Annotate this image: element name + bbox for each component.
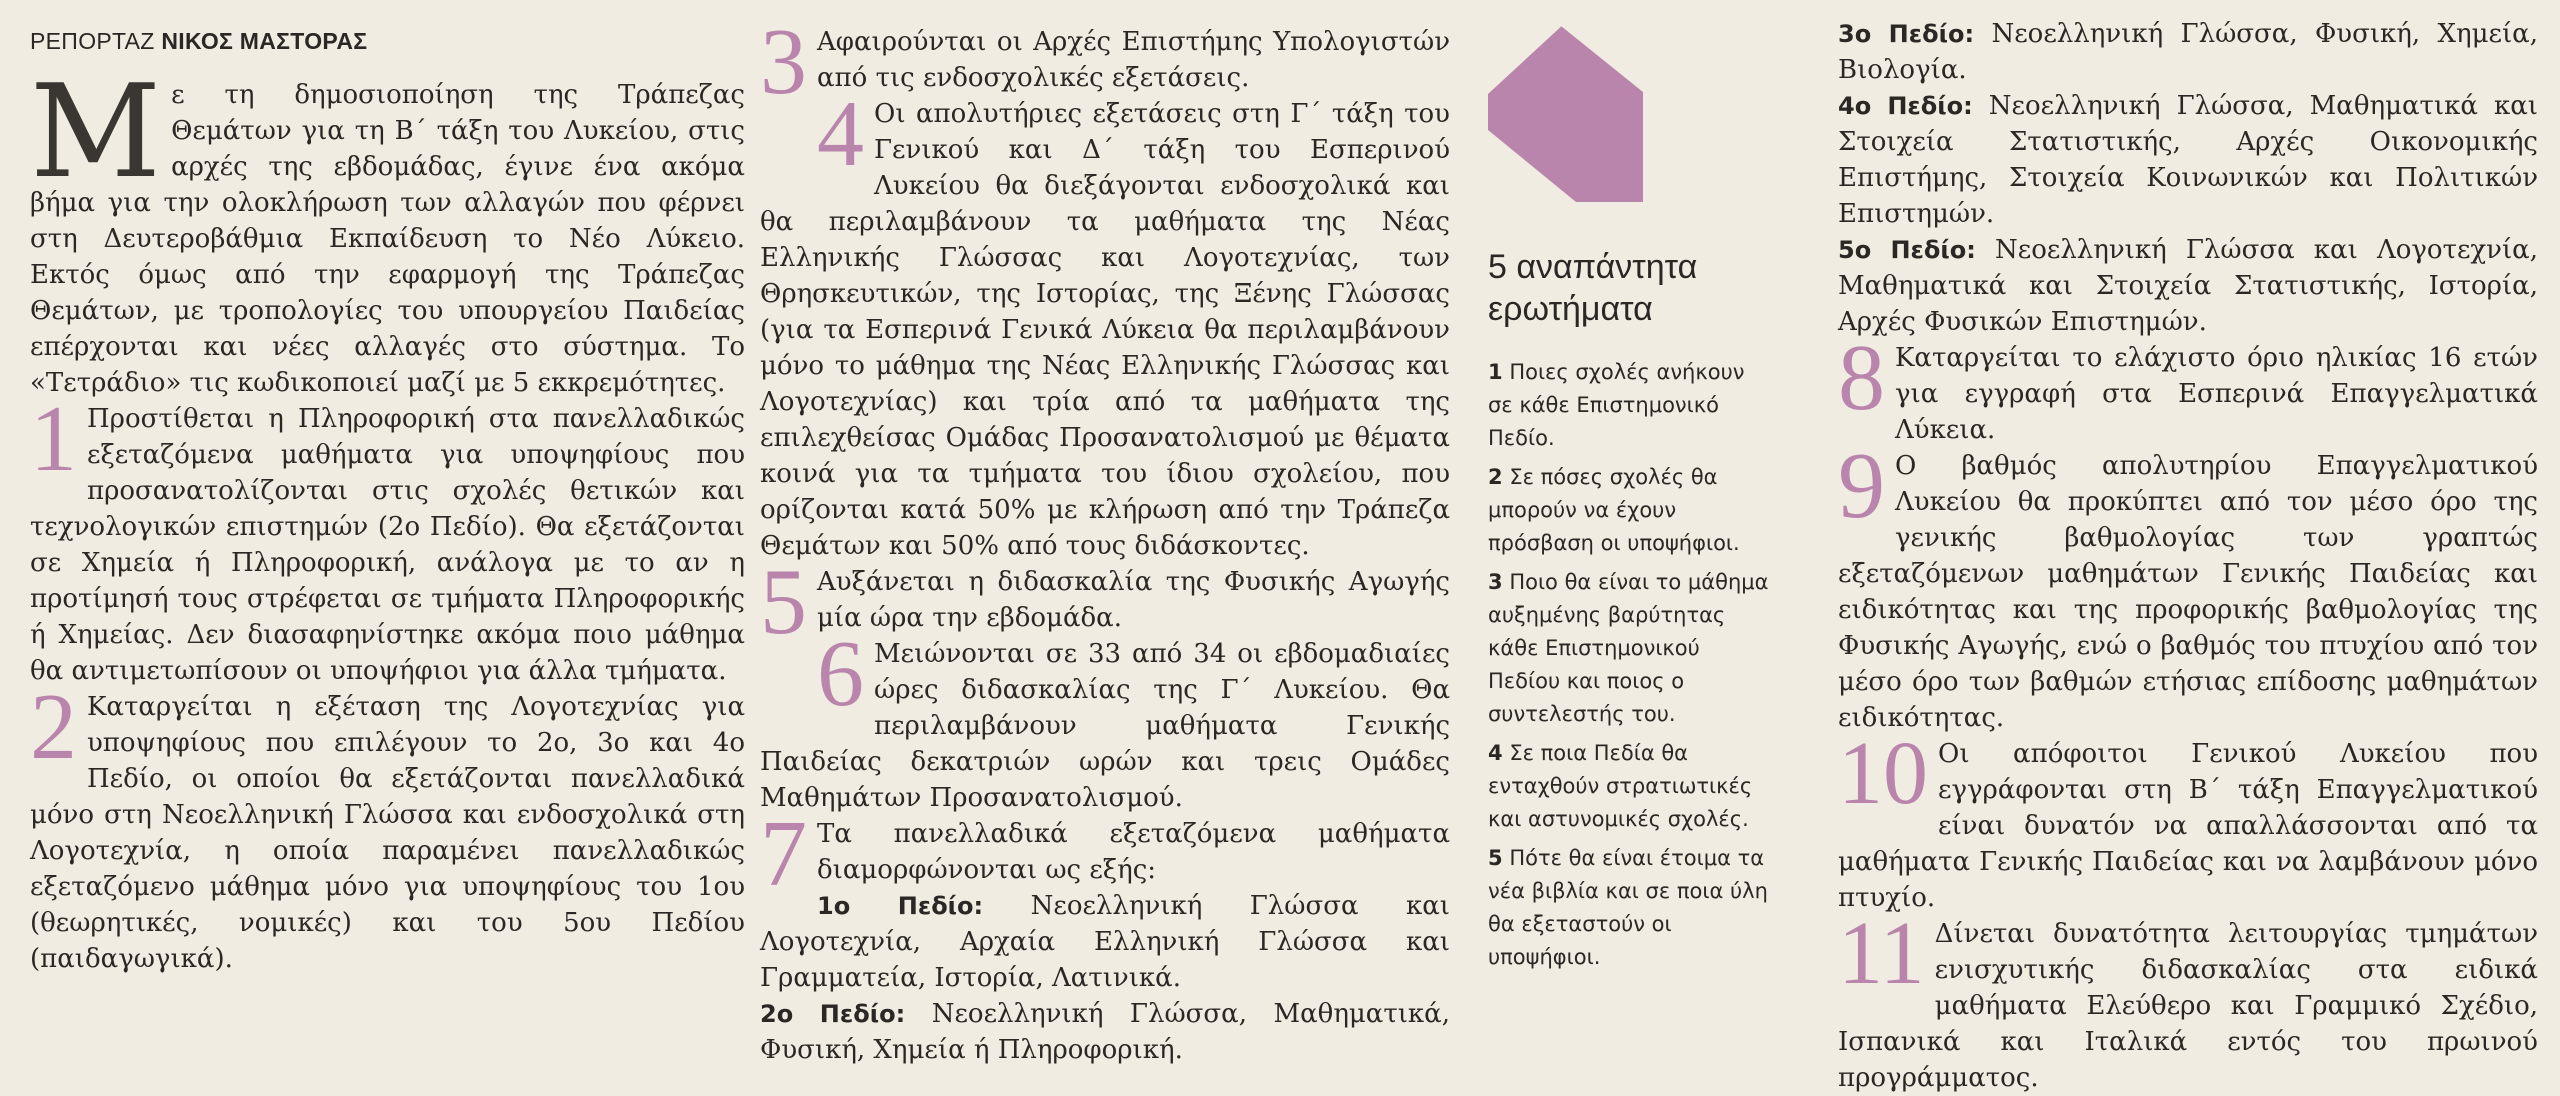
- lead-text: ε τη δημοσιοποίηση της Τράπεζας Θεμάτων για τη Β΄ τάξη του Λυκείου, στις αρχές της εβδομάδας, έγινε ένα ακόμα βήμα για την ολοκλήρωση των αλλαγών που φέρνει στη Δευτεροβάθμια Εκπαίδευση το Νέο Λύκειο. Εκτός όμως από την εφαρμογή της Τράπεζας Θεμάτων, με τροπολογίες του υπουργείου Παιδείας επέρχονται και νέες αλλαγές στο σύστημα. Το «Τετράδιο» τις κωδικοποιεί μαζί με 5 εκκρεμότητες.: [30, 80, 745, 398]
- item-number: 8: [1838, 326, 1885, 430]
- item-text: Προστίθεται η Πληροφορική στα πανελλαδικώς εξεταζόμενα μαθήματα για υποψηφίους που προσανατολίζονται στις σχολές θετικών και τεχνολογικών επιστημών (2ο Πεδίο). Θα εξετάζονται σε Χημεία ή Πληροφορική, ανάλογα με το αν η προτίμησή τους στρέφεται σε τμήματα Πληροφορικής ή Χημείας. Δεν διασαφηνίστηκε ακόμα ποιο μάθημα θα αντιμετωπίσουν οι υποψήφιοι για άλλα τμήματα.: [30, 404, 745, 686]
- column-2: [760, 10, 1451, 1068]
- question-number: 1: [1488, 360, 1503, 384]
- item-text: Μειώνονται σε 33 από 34 οι εβδομαδιαίες ώρες διδασκαλίας της Γ΄ Λυκείου. Θα περιλαμβάνουν μαθήματα Γενικής Παιδείας δεκατριών ωρών και τρεις Ομάδες Μαθημάτων Προσανατολισμού.: [760, 639, 1450, 813]
- field-label: 3ο Πεδίο:: [1838, 20, 1975, 48]
- change-item-1: [30, 387, 745, 689]
- question-text: Ποιο θα είναι το μάθημα αυξημένης βαρύτητας κάθε Επιστημονικού Πεδίου και ποιος ο συντελεστής του.: [1488, 570, 1769, 726]
- sidebar-heading: [1488, 246, 1773, 330]
- sidebar-unanswered: [1488, 246, 1773, 980]
- item-text: Δίνεται δυνατότητα λειτουργίας τμημάτων ενισχυτικής διδασκαλίας στα ειδικά μαθήματα Ελεύθερο και Γραμμικό Σχέδιο, Ισπανικά και Ιταλικά εντός του πρωινού προγράμματος.: [1838, 919, 2538, 1093]
- sidebar-heading-line-1: 5 αναπάντητα: [1488, 248, 1698, 286]
- byline-author: ΝΙΚΟΣ ΜΑΣΤΟΡΑΣ: [161, 28, 368, 54]
- lead-paragraph: [30, 58, 745, 401]
- item-number: 1: [30, 387, 77, 491]
- item-number: 2: [30, 675, 77, 779]
- question-number: 2: [1488, 465, 1503, 489]
- field-subjects: Νεοελληνική Γλώσσα και Λογοτεχνία, Μαθηματικά και Στοιχεία Στατιστικής, Ιστορία, Αρχές Φυσικών Επιστημών.: [1838, 235, 2539, 337]
- change-item-8: [1838, 326, 2538, 448]
- exam-field-1: [760, 888, 1450, 996]
- item-text: Τα πανελλαδικά εξεταζόμενα μαθήματα διαμορφώνονται ως εξής:: [817, 819, 1450, 885]
- item-number: 5: [760, 550, 807, 654]
- item-text: Αυξάνεται η διδασκαλία της Φυσικής Αγωγής μία ώρα την εβδομάδα.: [817, 567, 1450, 633]
- field-subjects: Νεοελληνική Γλώσσα, Μαθηματικά και Στοιχεία Στατιστικής, Αρχές Οικονομικής Επιστήμης, Στοιχεία Κοινωνικών και Πολιτικών Επιστημών.: [1838, 91, 2538, 229]
- column-4: [1838, 16, 2538, 1096]
- question-1: [1488, 356, 1773, 455]
- byline: [30, 28, 745, 55]
- change-item-6: [760, 622, 1450, 816]
- item-text: Οι απολυτήριες εξετάσεις στη Γ΄ τάξη του Γενικού και Δ΄ τάξη του Εσπερινού Λυκείου θα διεξάγονται ενδοσχολικά και θα περιλαμβάνουν τα μαθήματα της Νέας Ελληνικής Γλώσσας και Λογοτεχνίας, των Θρησκευτικών, της Ιστορίας, της Ξένης Γλώσσας (για τα Εσπερινά Γενικά Λύκεια θα περιλαμβάνουν μόνο το μάθημα της Νέας Ελληνικής Γλώσσας και Λογοτεχνίας) και τρία από τα μαθήματα της επιλεχθείσας Ομάδας Προσανατολισμού με θέματα κοινά για τα τμήματα του ίδιου σχολείου, που ορίζονται κατά 50% με κλήρωση από την Τράπεζα Θεμάτων και 50% από τους διδάσκοντες.: [760, 99, 1450, 561]
- drop-cap: M: [30, 58, 162, 207]
- question-text: Σε ποια Πεδία θα ενταχθούν στρατιωτικές και αστυνομικές σχολές.: [1488, 741, 1753, 831]
- item-number: 10: [1838, 724, 1928, 823]
- field-subjects: Νεοελληνική Γλώσσα και Λογοτεχνία, Αρχαία Ελληνική Γλώσσα και Γραμματεία, Ιστορία, Λατινικά.: [760, 891, 1451, 993]
- change-item-10: [1838, 724, 2538, 916]
- question-number: 5: [1488, 846, 1503, 870]
- exam-field-4: [1838, 88, 2538, 232]
- sidebar-heading-line-2: ερωτήματα: [1488, 290, 1653, 328]
- question-number: 3: [1488, 570, 1503, 594]
- column-1: [30, 0, 745, 977]
- change-item-11: [1838, 904, 2538, 1096]
- field-label: 5ο Πεδίο:: [1838, 236, 1976, 264]
- question-number: 4: [1488, 741, 1503, 765]
- exam-field-2: [760, 996, 1450, 1068]
- item-text: Οι απόφοιτοι Γενικού Λυκείου που εγγράφονται στη Β΄ τάξη Επαγγελματικού είναι δυνατόν να απαλλάσσονται από τα μαθήματα Γενικής Παιδείας και να λαμβάνουν μόνο πτυχίο.: [1838, 739, 2538, 913]
- item-number: 7: [760, 802, 807, 906]
- exam-field-3: [1838, 16, 2538, 88]
- change-item-4: [760, 82, 1450, 564]
- question-text: Πότε θα είναι έτοιμα τα νέα βιβλία και σε ποια ύλη θα εξεταστούν οι υποψήφιοι.: [1488, 846, 1768, 969]
- item-number: 9: [1838, 434, 1885, 538]
- item-text: Ο βαθμός απολυτηρίου Επαγγελματικού Λυκείου θα προκύπτει από τον μέσο όρο της γενικής βαθμολογίας των γραπτώς εξεταζόμενων μαθημάτων Γενικής Παιδείας και ειδικότητας και της προφορικής βαθμολογίας της Φυσικής Αγωγής, ενώ ο βαθμός του πτυχίου από τον μέσο όρο των βαθμών ετήσιας επίδοσης μαθημάτων ειδικότητας.: [1838, 451, 2538, 733]
- change-item-2: [30, 675, 745, 977]
- field-subjects: Νεοελληνική Γλώσσα, Φυσική, Χημεία, Βιολογία.: [1838, 19, 2538, 85]
- question-3: [1488, 566, 1773, 731]
- field-label: 2ο Πεδίο:: [760, 1000, 906, 1028]
- item-number: 6: [817, 622, 864, 726]
- item-text: Καταργείται η εξέταση της Λογοτεχνίας για υποψηφίους που επιλέγουν το 2ο, 3ο και 4ο Πεδίο, οι οποίοι θα εξετάζονται πανελλαδικά μόνο στη Νεοελληνική Γλώσσα και ενδοσχολικά στη Λογοτεχνία, η οποία παραμένει πανελλαδικώς εξεταζόμενο μάθημα μόνο για υποψηφίους του 1ου (θεωρητικές, νομικές) και του 5ου Πεδίου (παιδαγωγικά).: [30, 692, 745, 974]
- field-label: 4ο Πεδίο:: [1838, 92, 1973, 120]
- field-subjects: Νεοελληνική Γλώσσα, Μαθηματικά, Φυσική, Χημεία ή Πληροφορική.: [760, 999, 1450, 1065]
- item-text: Καταργείται το ελάχιστο όριο ηλικίας 16 ετών για εγγραφή στα Εσπερινά Επαγγελματικά Λύκεια.: [1895, 343, 2538, 445]
- exam-field-5: [1838, 232, 2538, 340]
- question-2: [1488, 461, 1773, 560]
- byline-label: ΡΕΠΟΡΤΑΖ: [30, 28, 155, 54]
- arrow-marker-icon: [1488, 22, 1643, 202]
- question-4: [1488, 737, 1773, 836]
- change-item-9: [1838, 434, 2538, 736]
- question-text: Ποιες σχολές ανήκουν σε κάθε Επιστημονικό Πεδίο.: [1488, 360, 1745, 450]
- item-number: 3: [760, 10, 807, 114]
- question-5: [1488, 842, 1773, 974]
- field-label: 1ο Πεδίο:: [817, 892, 984, 920]
- question-text: Σε πόσες σχολές θα μπορούν να έχουν πρόσβαση οι υποψήφιοι.: [1488, 465, 1740, 555]
- item-number: 11: [1838, 904, 1925, 1003]
- item-number: 4: [817, 82, 864, 186]
- item-text: Αφαιρούνται οι Αρχές Επιστήμης Υπολογιστών από τις ενδοσχολικές εξετάσεις.: [817, 27, 1450, 93]
